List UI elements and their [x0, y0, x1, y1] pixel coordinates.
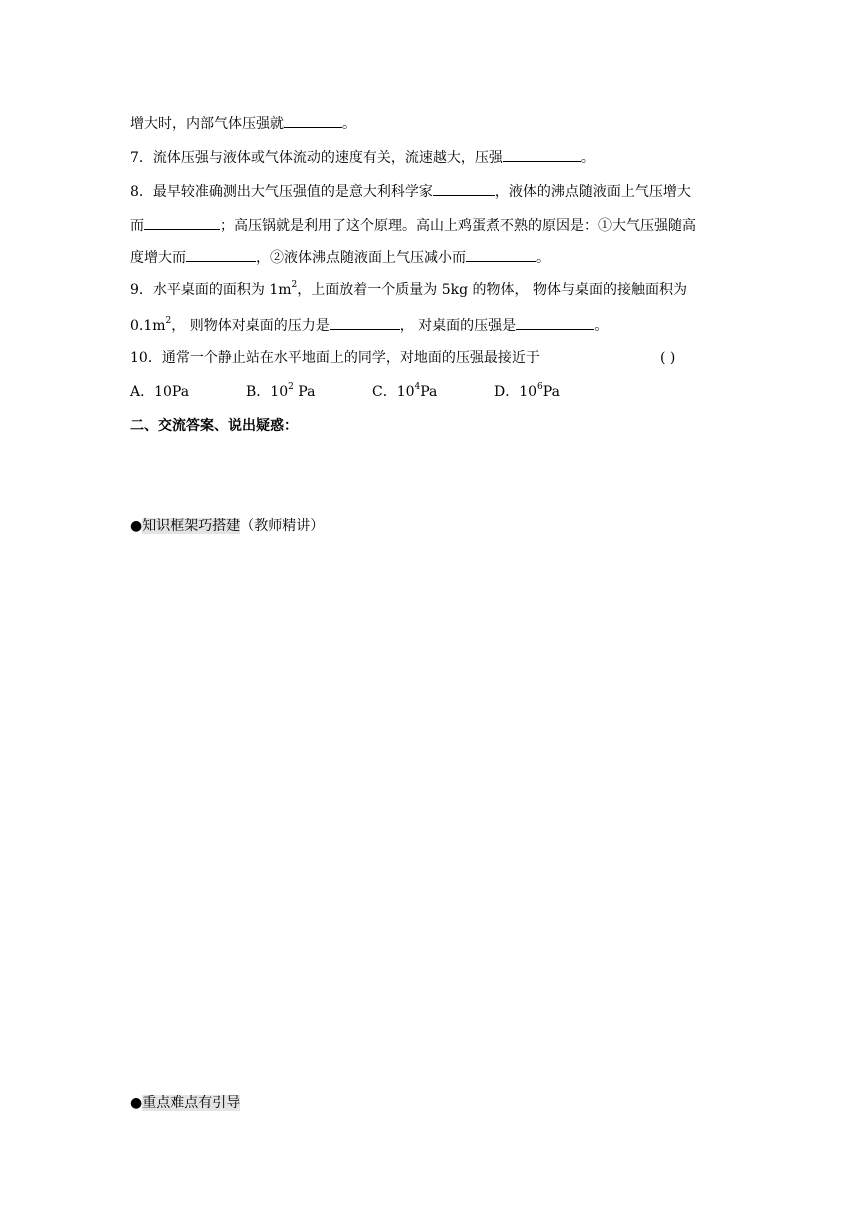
answer-blank[interactable]: [284, 112, 342, 128]
option-unit: Pa: [420, 384, 438, 400]
answer-blank[interactable]: [186, 246, 256, 262]
question-8-text: 度增大而: [130, 250, 186, 266]
answer-blank[interactable]: [466, 246, 536, 262]
key-points-title: 重点难点有引导: [142, 1095, 241, 1111]
knowledge-framework-title: 知识框架巧搭建: [142, 518, 241, 534]
question-6-tail: [130, 112, 356, 132]
question-9-text: ， 则物体对桌面的压力是: [171, 318, 330, 334]
question-9-text: ， 对桌面的压强是: [399, 318, 517, 334]
question-7-text: 7．流体压强与液体或气体流动的速度有关，流速越大，压强: [130, 150, 503, 166]
question-9-line-1: [130, 280, 687, 300]
superscript: 2: [291, 280, 298, 291]
question-8-line-3: [130, 246, 550, 266]
question-9-text: 0.1m: [130, 318, 166, 334]
question-8-line-1: [130, 180, 691, 200]
question-6-text: 增大时，内部气体压强就: [130, 116, 284, 132]
answer-blank[interactable]: [516, 314, 594, 330]
knowledge-framework-heading: [130, 516, 324, 536]
answer-blank[interactable]: [433, 180, 495, 196]
question-8-line-2: [130, 214, 696, 234]
question-8-text: ，液体的沸点随液面上气压增大: [494, 184, 691, 200]
question-10-text: 10．通常一个静止站在水平地面上的同学，对地面的压强最接近于: [130, 350, 540, 366]
superscript: 2: [165, 316, 172, 327]
question-8-text: ；高压锅就是利用了这个原理。高山上鸡蛋煮不熟的原因是：①大气压强随高: [220, 218, 696, 234]
bullet-icon: ●: [130, 518, 143, 534]
question-9-text: ，上面放着一个质量为 5kg 的物体， 物体与桌面的接触面积为: [297, 282, 687, 298]
question-7: [130, 146, 595, 166]
option-unit: Pa: [542, 384, 560, 400]
answer-blank[interactable]: [144, 214, 220, 230]
question-8-text: 而: [130, 218, 144, 234]
knowledge-framework-note: （教师精讲）: [240, 518, 325, 534]
question-8-text: ，②液体沸点随液面上气压减小而: [256, 250, 466, 266]
section-2-heading: 二、交流答案、说出疑惑：: [130, 418, 298, 434]
option-c[interactable]: [372, 382, 437, 402]
superscript: 6: [537, 382, 543, 393]
option-a[interactable]: [130, 382, 189, 402]
superscript: 2: [288, 382, 294, 393]
question-9-line-2: [130, 314, 608, 334]
option-label: B．10: [246, 384, 289, 400]
option-label: C．10: [372, 384, 415, 400]
superscript: 4: [414, 382, 421, 393]
question-10: [130, 348, 730, 368]
option-d[interactable]: [494, 382, 560, 402]
answer-parentheses[interactable]: ( ): [660, 350, 676, 366]
punctuation: 。: [536, 250, 550, 266]
punctuation: 。: [580, 150, 595, 166]
question-9-text: 9．水平桌面的面积为 1m: [130, 282, 292, 298]
question-10-options: [130, 382, 690, 402]
option-b[interactable]: [246, 382, 315, 402]
answer-blank[interactable]: [503, 146, 581, 162]
option-label: D．10: [494, 384, 538, 400]
option-label: A．10Pa: [130, 384, 190, 400]
punctuation: 。: [342, 116, 356, 132]
key-points-heading: [130, 1093, 240, 1113]
punctuation: 。: [594, 318, 609, 334]
bullet-icon: ●: [130, 1095, 143, 1111]
question-8-text: 8．最早较准确测出大气压强值的是意大利科学家: [130, 184, 433, 200]
option-unit: Pa: [293, 384, 316, 400]
answer-blank[interactable]: [330, 314, 400, 330]
